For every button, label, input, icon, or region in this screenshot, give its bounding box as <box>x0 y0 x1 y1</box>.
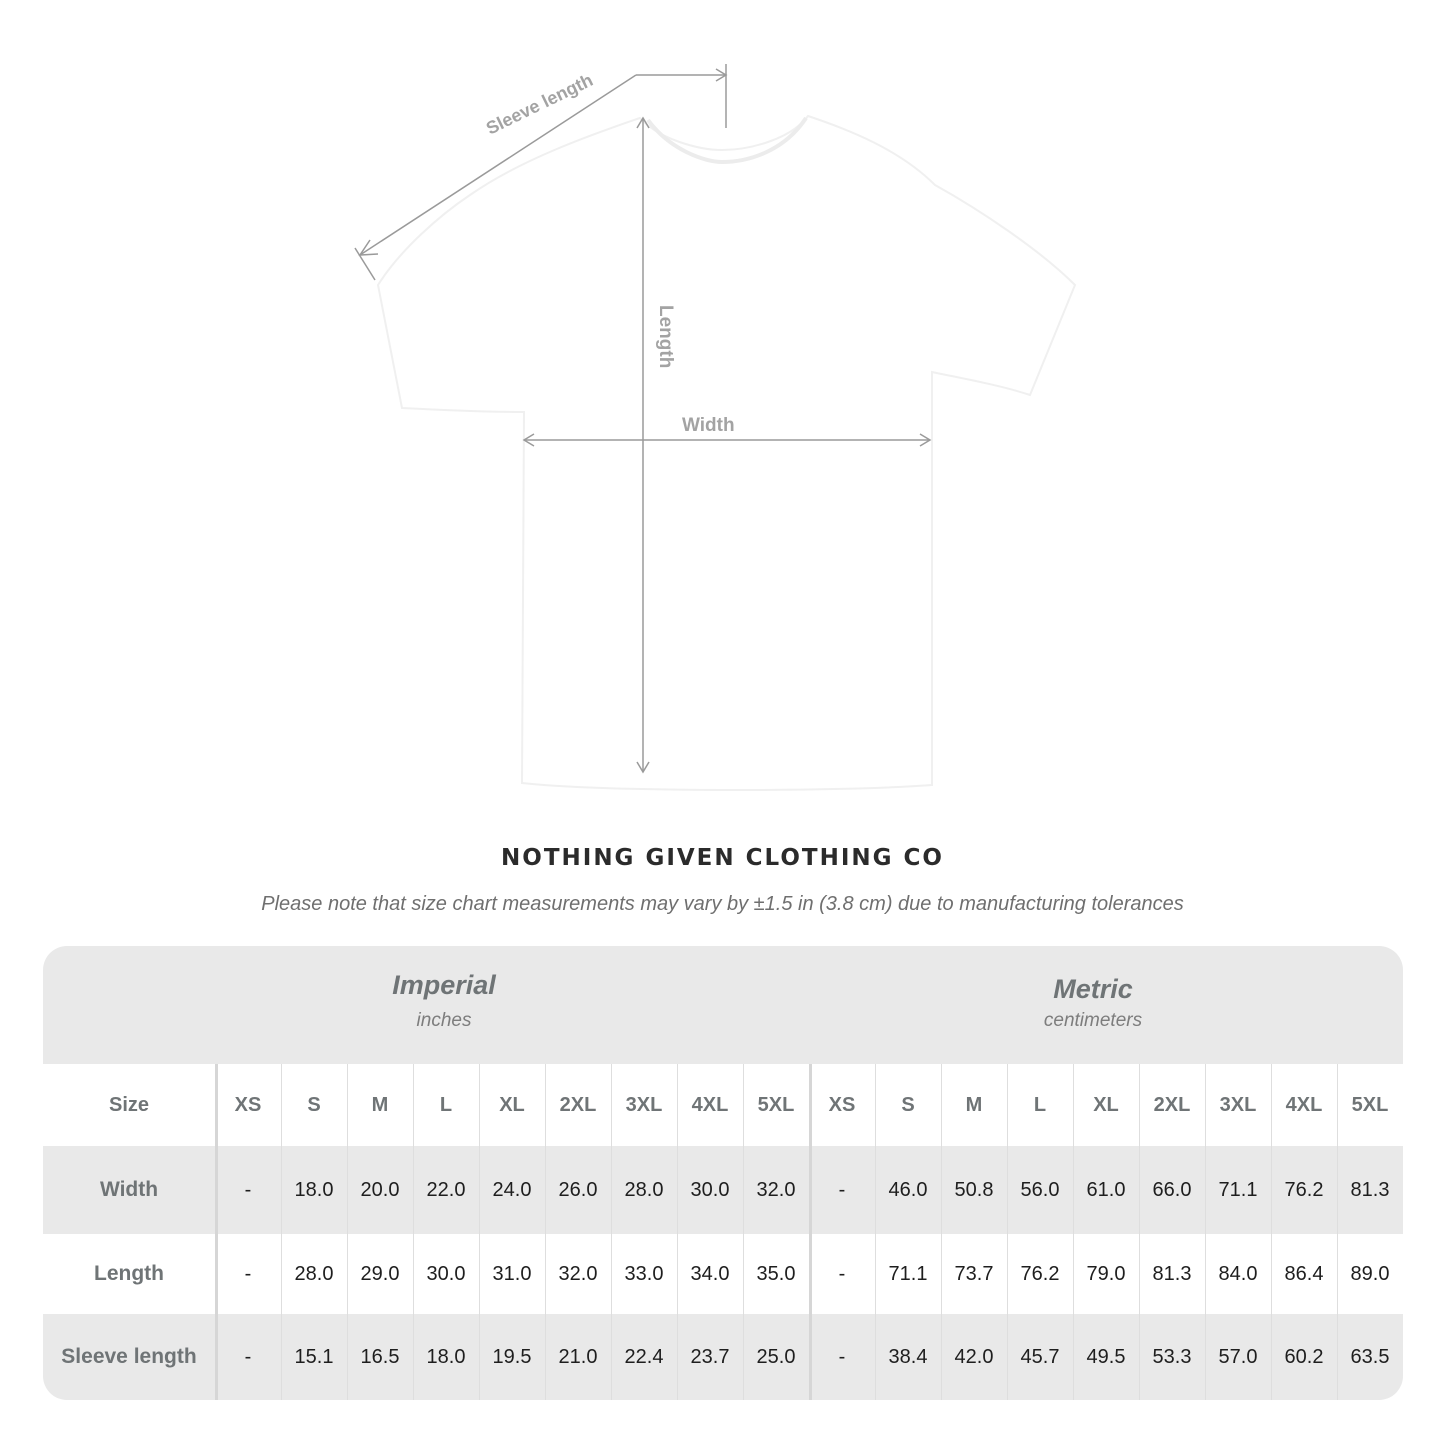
imperial-value-cell: 22.0 <box>426 1179 466 1201</box>
metric-value-cell: 61.0 <box>1086 1179 1126 1201</box>
imperial-value-cell: 28.0 <box>624 1179 664 1201</box>
imperial-value-cell: 20.0 <box>360 1179 400 1201</box>
sleeve-length-label: Sleeve length <box>482 69 597 139</box>
metric-value-cell: 76.2 <box>1284 1179 1324 1201</box>
metric-value-cell: 46.0 <box>888 1179 928 1201</box>
size-col-header: 3XL <box>1219 1094 1257 1116</box>
metric-unit: centimeters <box>1043 1010 1143 1031</box>
metric-value-cell: 89.0 <box>1350 1263 1390 1285</box>
metric-value-cell: - <box>838 1346 846 1368</box>
imperial-value-cell: 26.0 <box>558 1179 598 1201</box>
size-col-header: 3XL <box>625 1094 663 1116</box>
length-label: Length <box>655 305 676 369</box>
imperial-value-cell: 30.0 <box>426 1263 466 1285</box>
imperial-value-cell: 23.7 <box>690 1346 730 1368</box>
imperial-value-cell: 25.0 <box>756 1346 796 1368</box>
metric-value-cell: 81.3 <box>1350 1179 1390 1201</box>
size-col-header: XL <box>499 1094 525 1116</box>
size-col-header: XL <box>1093 1094 1119 1116</box>
size-col-header: XS <box>828 1094 856 1116</box>
metric-value-cell: 42.0 <box>954 1346 994 1368</box>
size-header: Size <box>108 1094 150 1116</box>
imperial-value-cell: 24.0 <box>492 1179 532 1201</box>
imperial-value-cell: 28.0 <box>294 1263 334 1285</box>
size-col-header: M <box>371 1094 389 1116</box>
metric-value-cell: 71.1 <box>1218 1179 1258 1201</box>
imperial-value-cell: - <box>244 1179 252 1201</box>
imperial-value-cell: - <box>244 1346 252 1368</box>
metric-value-cell: 81.3 <box>1152 1263 1192 1285</box>
metric-value-cell: 66.0 <box>1152 1179 1192 1201</box>
imperial-value-cell: 32.0 <box>558 1263 598 1285</box>
imperial-value-cell: 22.4 <box>624 1346 664 1368</box>
tshirt-shape <box>378 116 1075 790</box>
size-col-header: 5XL <box>757 1094 795 1116</box>
metric-value-cell: 73.7 <box>954 1263 994 1285</box>
row-label: Width <box>99 1178 159 1201</box>
size-col-header: S <box>307 1094 321 1116</box>
imperial-value-cell: 31.0 <box>492 1263 532 1285</box>
imperial-value-cell: 30.0 <box>690 1179 730 1201</box>
size-col-header: XS <box>234 1094 262 1116</box>
size-col-header: S <box>901 1094 915 1116</box>
imperial-value-cell: 15.1 <box>294 1346 334 1368</box>
metric-value-cell: - <box>838 1263 846 1285</box>
imperial-value-cell: 16.5 <box>360 1346 400 1368</box>
size-col-header: 2XL <box>559 1094 597 1116</box>
metric-value-cell: - <box>838 1179 846 1201</box>
metric-value-cell: 53.3 <box>1152 1346 1192 1368</box>
size-col-header: M <box>965 1094 983 1116</box>
metric-title: Metric <box>1053 974 1133 1004</box>
size-col-header: L <box>439 1094 453 1116</box>
imperial-value-cell: 33.0 <box>624 1263 664 1285</box>
imperial-value-cell: 18.0 <box>426 1346 466 1368</box>
metric-value-cell: 71.1 <box>888 1263 928 1285</box>
metric-value-cell: 57.0 <box>1218 1346 1258 1368</box>
header-band <box>43 946 1403 1064</box>
imperial-value-cell: 29.0 <box>360 1263 400 1285</box>
metric-value-cell: 56.0 <box>1020 1179 1060 1201</box>
imperial-value-cell: 35.0 <box>756 1263 796 1285</box>
metric-value-cell: 86.4 <box>1284 1263 1324 1285</box>
imperial-value-cell: - <box>244 1263 252 1285</box>
size-col-header: 2XL <box>1153 1094 1191 1116</box>
size-col-header: 4XL <box>691 1094 729 1116</box>
row-label: Sleeve length <box>61 1345 197 1368</box>
metric-value-cell: 49.5 <box>1086 1346 1126 1368</box>
row-label: Length <box>94 1262 164 1285</box>
imperial-value-cell: 18.0 <box>294 1179 334 1201</box>
imperial-title: Imperial <box>392 970 496 1000</box>
tolerance-note: Please note that size chart measurements may vary by ±1.5 in (3.8 cm) due to manufacturing tolerances <box>261 893 1184 915</box>
imperial-value-cell: 34.0 <box>690 1263 730 1285</box>
metric-value-cell: 76.2 <box>1020 1263 1060 1285</box>
size-chart-table <box>43 946 1403 1400</box>
size-col-header: 5XL <box>1351 1094 1389 1116</box>
imperial-value-cell: 21.0 <box>558 1346 598 1368</box>
size-col-header: 4XL <box>1285 1094 1323 1116</box>
imperial-unit: inches <box>416 1010 472 1031</box>
width-label: Width <box>682 415 735 436</box>
metric-value-cell: 84.0 <box>1218 1263 1258 1285</box>
imperial-value-cell: 32.0 <box>756 1179 796 1201</box>
metric-value-cell: 60.2 <box>1284 1346 1324 1368</box>
imperial-value-cell: 19.5 <box>492 1346 532 1368</box>
metric-value-cell: 38.4 <box>888 1346 928 1368</box>
metric-value-cell: 79.0 <box>1086 1263 1126 1285</box>
brand-title: NOTHING GIVEN CLOTHING CO <box>501 845 944 871</box>
metric-value-cell: 63.5 <box>1350 1346 1390 1368</box>
metric-value-cell: 45.7 <box>1020 1346 1060 1368</box>
size-col-header: L <box>1033 1094 1047 1116</box>
metric-value-cell: 50.8 <box>954 1179 994 1201</box>
